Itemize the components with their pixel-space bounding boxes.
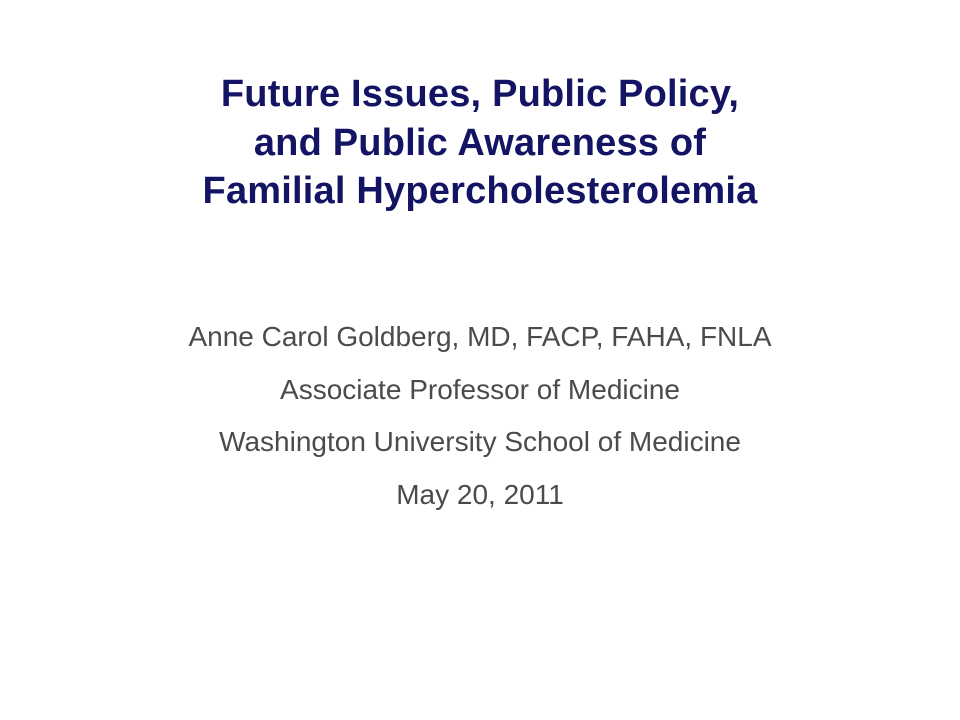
presenter-institution: Washington University School of Medicine: [219, 426, 741, 458]
presenter-name-credentials: Anne Carol Goldberg, MD, FACP, FAHA, FNLA: [188, 321, 772, 352]
slide-subtitle: [110, 318, 850, 521]
title-line-1: Future Issues, Public Policy,: [220, 73, 740, 115]
presentation-date: May 20, 2011: [396, 478, 564, 510]
slide-title: [96, 70, 864, 216]
presenter-title: Associate Professor of Medicine: [280, 373, 680, 405]
title-line-2: and Public Awareness of: [253, 121, 707, 164]
title-line-3: Familial Hypercholesterolemia: [202, 170, 758, 213]
